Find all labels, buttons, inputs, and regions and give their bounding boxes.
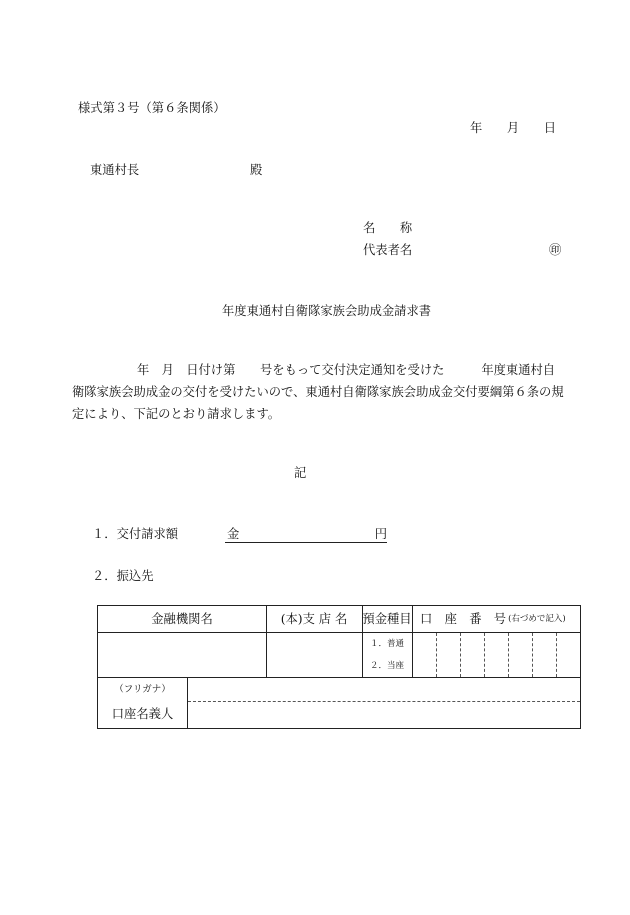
deposit-type-cell: [362, 633, 412, 677]
header-bank-name: 金融機関名: [151, 612, 213, 626]
branch-name-cell: [266, 633, 362, 677]
amount-prefix: 金: [227, 527, 240, 541]
transfer-label: ２．振込先: [92, 569, 154, 583]
request-amount-label: １．交付請求額: [92, 527, 179, 541]
account-number-note: (右づめで記入): [508, 613, 566, 624]
amount-suffix: 円: [374, 527, 387, 541]
header-branch-name: (本)支 店 名: [280, 612, 348, 626]
representative-label: 代表者名: [363, 243, 413, 257]
date-line: 年 月 日: [470, 121, 557, 135]
body-line: 衛隊家族会助成金の交付を受けたいので、東通村自衛隊家族会助成金交付要綱第６条の規: [72, 385, 564, 399]
seal-mark: ㊞: [549, 243, 562, 257]
header-deposit-type: 預金種目: [362, 612, 412, 626]
deposit-option-current: ２．当座: [369, 660, 404, 671]
account-holder-value-cell: [188, 702, 580, 728]
bank-name-cell: [98, 633, 266, 677]
body-line: 定により、下記のとおり請求します。: [72, 407, 281, 421]
form-number: 様式第３号（第６条関係）: [78, 101, 226, 115]
addressee-name: 東通村長: [90, 163, 140, 177]
account-number-cell: [413, 633, 580, 677]
applicant-name-label: 名 称: [363, 221, 413, 235]
furigana-value-cell: [188, 678, 580, 701]
request-amount-field: [225, 526, 387, 543]
header-account-number: [412, 606, 580, 632]
bank-account-table: [97, 605, 581, 729]
account-holder-label: 口座名義人: [111, 707, 174, 721]
notation-ki: 記: [294, 466, 307, 480]
addressee-honorific: 殿: [250, 163, 263, 177]
deposit-option-ordinary: １．普通: [369, 638, 404, 649]
furigana-label: （フリガナ）: [114, 684, 171, 695]
body-line: 年 月 日付け第 号をもって交付決定通知を受けた 年度東通村自: [137, 363, 556, 377]
account-number-label: 口 座 番 号: [420, 612, 507, 626]
document-title: 年度東通村自衛隊家族会助成金請求書: [222, 304, 432, 318]
